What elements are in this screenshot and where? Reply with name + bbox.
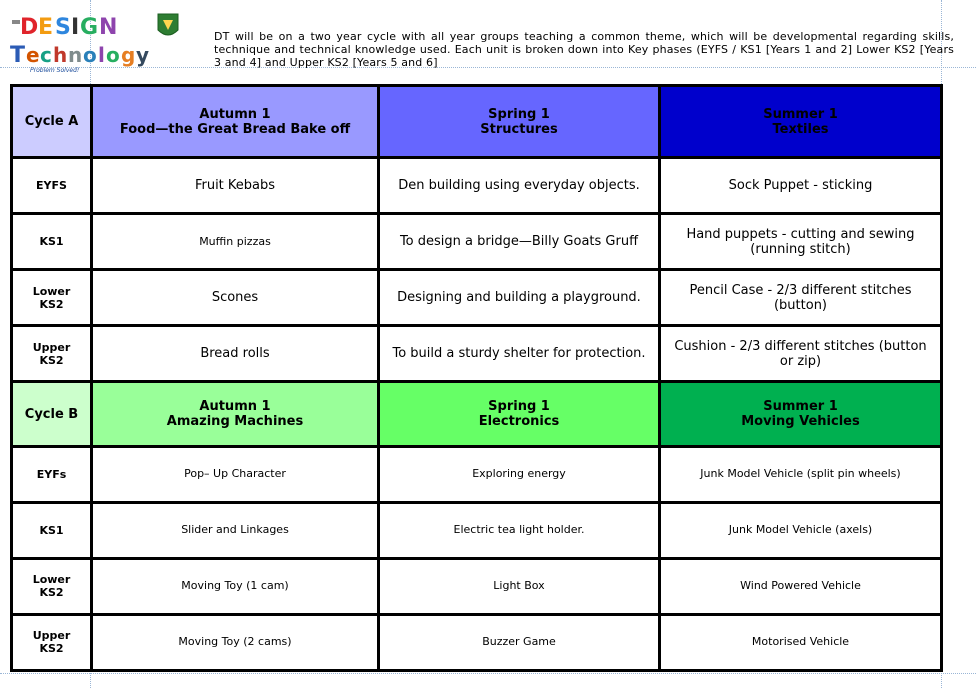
unit-cell: Junk Model Vehicle (split pin wheels): [660, 446, 942, 502]
term-label: Spring 1: [488, 399, 550, 415]
table-row: [12, 158, 942, 214]
phase-label: Lower KS2: [12, 558, 92, 614]
unit-cell: Hand puppets - cutting and sewing (running stitch): [660, 214, 942, 270]
table-row: [12, 614, 942, 670]
logo-letter: n: [68, 43, 83, 67]
cycle-a-header-row: [12, 86, 942, 158]
logo-letter: E: [38, 15, 54, 40]
logo-letter: o: [106, 43, 120, 67]
unit-cell: To design a bridge—Billy Goats Gruff: [379, 214, 660, 270]
unit-cell: Muffin pizzas: [92, 214, 379, 270]
unit-cell: Sock Puppet - sticking: [660, 158, 942, 214]
table-row: [12, 502, 942, 558]
gear-decoration: [12, 20, 20, 24]
logo-letter: e: [26, 43, 40, 67]
topic-label: Electronics: [478, 414, 560, 430]
cycle-b-summer-header: [660, 382, 942, 446]
term-label: Autumn 1: [199, 399, 271, 415]
term-label: Summer 1: [763, 399, 838, 415]
cycle-b-autumn-header: [92, 382, 379, 446]
topic-label: Structures: [480, 121, 558, 137]
unit-cell: Electric tea light holder.: [379, 502, 660, 558]
phase-label: KS1: [12, 502, 92, 558]
logo-letter: I: [71, 15, 80, 40]
cycle-b-spring-header: [379, 382, 660, 446]
unit-cell: Motorised Vehicle: [660, 614, 942, 670]
cycle-a-label: Cycle A: [12, 86, 92, 158]
unit-cell: To build a sturdy shelter for protection.: [379, 326, 660, 382]
dt-cycle-table: [10, 84, 943, 672]
design-technology-logo: [8, 10, 188, 74]
unit-cell: Moving Toy (2 cams): [92, 614, 379, 670]
topic-label: Moving Vehicles: [741, 414, 860, 430]
table-row: [12, 558, 942, 614]
phase-label: Lower KS2: [12, 270, 92, 326]
cycle-a-autumn-header: [92, 86, 379, 158]
unit-cell: Junk Model Vehicle (axels): [660, 502, 942, 558]
unit-cell: Pop– Up Character: [92, 446, 379, 502]
topic-label: Amazing Machines: [166, 414, 304, 430]
phase-label: KS1: [12, 214, 92, 270]
table-row: [12, 446, 942, 502]
phase-label: Upper KS2: [12, 614, 92, 670]
unit-cell: Designing and building a playground.: [379, 270, 660, 326]
unit-cell: Cushion - 2/3 different stitches (button or zip): [660, 326, 942, 382]
logo-letter: h: [53, 43, 68, 67]
term-label: Summer 1: [763, 106, 838, 122]
logo-letter: G: [80, 15, 99, 40]
logo-letter: g: [121, 43, 136, 67]
logo-letter: c: [40, 43, 52, 67]
cycle-b-header-row: [12, 382, 942, 446]
phase-label: EYFs: [12, 446, 92, 502]
logo-letter: T: [10, 43, 26, 68]
cycle-a-spring-header: [379, 86, 660, 158]
phase-label: EYFS: [12, 158, 92, 214]
term-label: Spring 1: [488, 106, 550, 122]
logo-tagline: Problem Solved!: [30, 67, 80, 74]
term-label: Autumn 1: [199, 106, 271, 122]
topic-label: Food—the Great Bread Bake off: [119, 121, 351, 137]
unit-cell: Scones: [92, 270, 379, 326]
page-guide: [0, 673, 976, 674]
unit-cell: Slider and Linkages: [92, 502, 379, 558]
intro-paragraph: DT will be on a two year cycle with all year groups teaching a common theme, which will be developmental regarding skills, technique and technical knowledge used. Each unit is broken down into Key phases (EYFS / KS1 [Years 1 and 2] Lower KS2 [Years 3 and 4] and Upper KS2 [Years 5 and 6]: [214, 30, 954, 69]
unit-cell: Den building using everyday objects.: [379, 158, 660, 214]
table-row: [12, 270, 942, 326]
logo-letter: N: [99, 15, 118, 40]
table-row: [12, 326, 942, 382]
logo-letter: l: [98, 43, 105, 67]
logo-letter: S: [55, 15, 71, 40]
unit-cell: Light Box: [379, 558, 660, 614]
table-row: [12, 214, 942, 270]
logo-letter: o: [83, 43, 97, 67]
unit-cell: Moving Toy (1 cam): [92, 558, 379, 614]
unit-cell: Wind Powered Vehicle: [660, 558, 942, 614]
unit-cell: Exploring energy: [379, 446, 660, 502]
unit-cell: Fruit Kebabs: [92, 158, 379, 214]
phase-label: Upper KS2: [12, 326, 92, 382]
cycle-a-summer-header: [660, 86, 942, 158]
cycle-b-label: Cycle B: [12, 382, 92, 446]
logo-letter: y: [136, 43, 150, 67]
logo-letter: D: [20, 15, 39, 40]
unit-cell: Pencil Case - 2/3 different stitches (button): [660, 270, 942, 326]
unit-cell: Buzzer Game: [379, 614, 660, 670]
unit-cell: Bread rolls: [92, 326, 379, 382]
topic-label: Textiles: [772, 121, 829, 137]
